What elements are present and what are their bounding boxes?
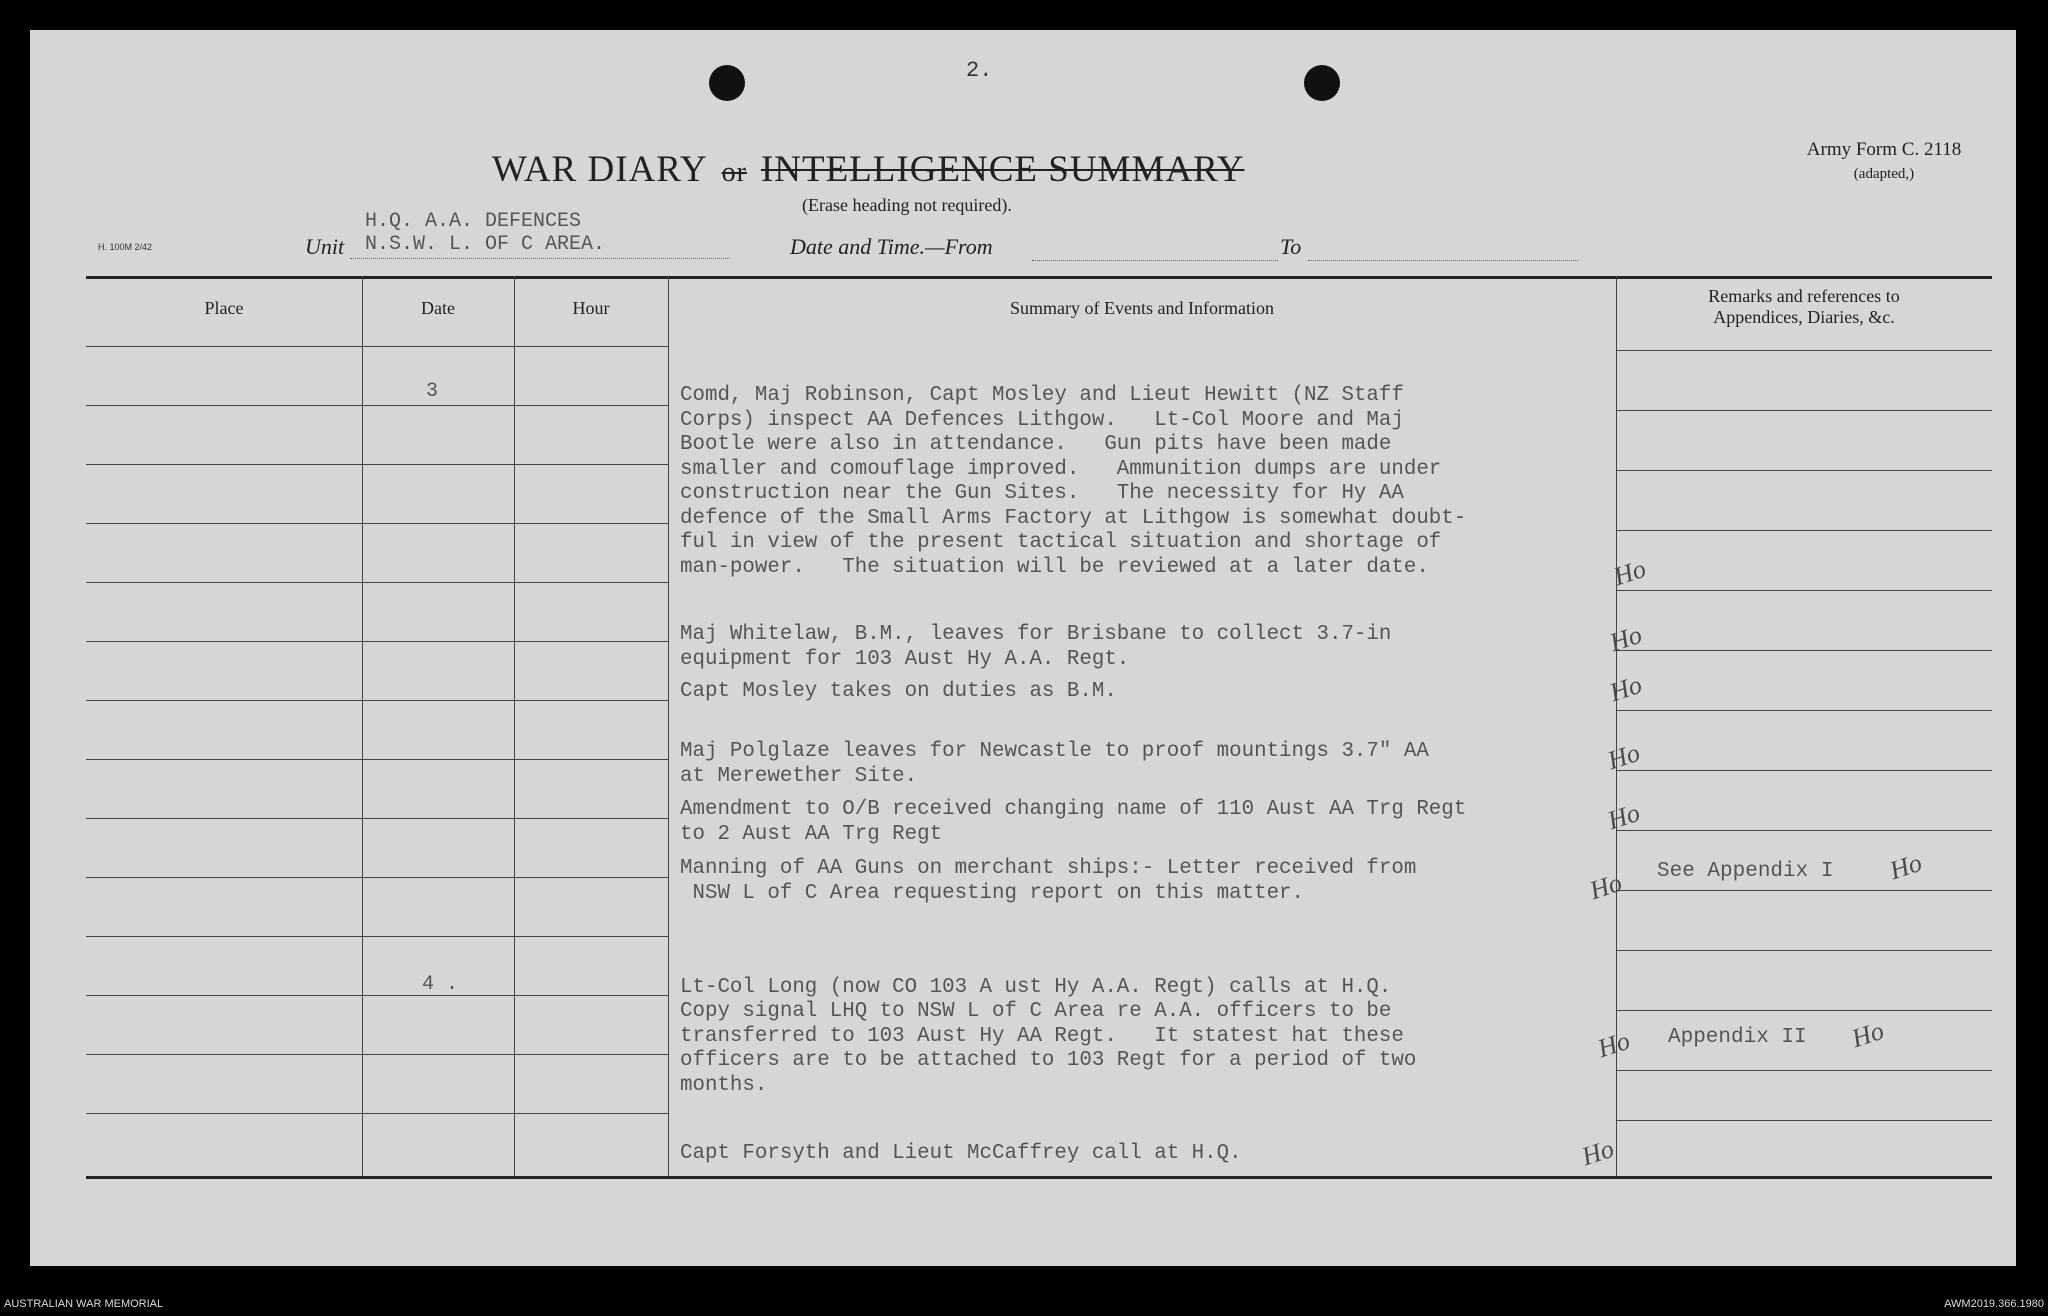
to-label: To: [1280, 234, 1302, 259]
table-top-rule: [86, 276, 1992, 279]
row-rule: [514, 582, 668, 583]
row-rule: [362, 818, 514, 819]
row-rule: [362, 346, 514, 347]
row-rule: [514, 818, 668, 819]
row-rule: [362, 877, 514, 878]
row-rule: [1616, 1010, 1992, 1011]
initials-mark: Ho: [1848, 1015, 1888, 1054]
row-rule: [1616, 1070, 1992, 1071]
punch-hole: [1304, 65, 1340, 101]
row-rule: [86, 405, 362, 406]
row-rule: [362, 700, 514, 701]
header-summary: Summary of Events and Information: [1010, 298, 1274, 318]
row-rule: [514, 877, 668, 878]
row-rule: [86, 582, 362, 583]
unit-label: Unit: [305, 234, 345, 259]
row-rule: [514, 641, 668, 642]
row-rule: [514, 405, 668, 406]
column-divider: [362, 276, 363, 1176]
footer-source: AUSTRALIAN WAR MEMORIAL: [4, 1298, 164, 1310]
row-rule: [362, 405, 514, 406]
header-remarks: [1616, 286, 1992, 328]
row-rule: [86, 995, 362, 996]
page-number: 2.: [966, 58, 993, 83]
row-rule: [1616, 530, 1992, 531]
row-rule: [514, 523, 668, 524]
row-rule: [514, 759, 668, 760]
row-rule: [86, 464, 362, 465]
remark-appendix-1: See Appendix I: [1657, 860, 1834, 883]
row-rule: [86, 346, 362, 347]
form-code: H. 100M 2/42: [98, 242, 153, 252]
initials-mark: Ho: [1886, 847, 1926, 886]
row-rule: [86, 1113, 362, 1114]
unit-line-2: N.S.W. L. OF C AREA.: [365, 233, 606, 256]
header-date: Date: [421, 298, 455, 318]
diary-entry: Lt-Col Long (now CO 103 A ust Hy A.A. Regt) calls at H.Q.: [680, 976, 1392, 999]
diary-entry: Capt Forsyth and Lieut McCaffrey call at H.Q.: [680, 1142, 1242, 1165]
initials-mark: Ho: [1604, 737, 1644, 776]
date-cell: 4 .: [422, 973, 459, 996]
row-rule: [1616, 890, 1992, 891]
row-rule: [1616, 410, 1992, 411]
column-divider: [668, 276, 669, 1176]
row-rule: [86, 523, 362, 524]
footer-id: AWM2019.366.1980: [1944, 1298, 2044, 1310]
unit-underline: [350, 258, 730, 259]
row-rule: [362, 523, 514, 524]
header-remarks-line-2: Appendices, Diaries, &c.: [1713, 307, 1895, 327]
row-rule: [362, 1054, 514, 1055]
row-rule: [1616, 830, 1992, 831]
row-rule: [362, 759, 514, 760]
date-cell: 3: [426, 380, 439, 403]
row-rule: [362, 582, 514, 583]
title-intelligence-summary: INTELLIGENCE SUMMARY: [760, 149, 1245, 190]
row-rule: [86, 936, 362, 937]
row-rule: [86, 700, 362, 701]
row-rule: [362, 464, 514, 465]
row-rule: [514, 936, 668, 937]
row-rule: [86, 877, 362, 878]
row-rule: [86, 818, 362, 819]
diary-entry: Copy signal LHQ to NSW L of C Area re A.A. officers to be transferred to 103 Aust Hy AA Regt. It statest hat these officers are to be attached to 103 Regt for a period of two months.: [680, 1000, 1417, 1097]
row-rule: [1616, 710, 1992, 711]
row-rule: [86, 1054, 362, 1055]
row-rule: [514, 995, 668, 996]
column-divider: [514, 276, 515, 1176]
army-form-number: Army Form C. 2118: [1806, 139, 1962, 160]
row-rule: [362, 936, 514, 937]
row-rule: [362, 995, 514, 996]
diary-page: [30, 30, 2016, 1266]
header-place: Place: [204, 298, 244, 318]
initials-mark: Ho: [1606, 669, 1646, 708]
remark-appendix-2: Appendix II: [1668, 1026, 1807, 1049]
initials-mark: Ho: [1606, 619, 1646, 658]
row-rule: [1616, 350, 1992, 351]
row-rule: [514, 346, 668, 347]
row-rule: [514, 1113, 668, 1114]
army-form-label: [1774, 138, 1994, 186]
army-form-sub: (adapted,): [1853, 166, 1915, 182]
row-rule: [86, 759, 362, 760]
initials-mark: Ho: [1610, 553, 1650, 592]
row-rule: [514, 1054, 668, 1055]
date-time-label: Date and Time.—From: [790, 234, 993, 259]
row-rule: [1616, 950, 1992, 951]
punch-hole: [709, 65, 745, 101]
diary-entry: Capt Mosley takes on duties as B.M.: [680, 680, 1117, 703]
diary-entry: Comd, Maj Robinson, Capt Mosley and Lieut Hewitt (NZ Staff Corps) inspect AA Defences Lithgow. Lt-Col Moore and Maj Bootle were also in attendance. Gun pits have been made smaller and comouflage improved. Ammunition dumps are under construction near the Gun Sites. The necessity for Hy AA defence of the Small Arms Factory at Lithgow is somewhat doubt- ful in view of the present tactical situation and shortage of man-power. The situation will be reviewed at a later date.: [680, 384, 1467, 579]
date-from-line: [1032, 260, 1278, 261]
title-war-diary: WAR DIARY: [492, 149, 708, 190]
diary-entry: Maj Polglaze leaves for Newcastle to proof mountings 3.7" AA at Merewether Site.: [680, 740, 1429, 788]
row-rule: [514, 464, 668, 465]
row-rule: [362, 641, 514, 642]
diary-entry: Maj Whitelaw, B.M., leaves for Brisbane to collect 3.7-in equipment for 103 Aust Hy A.A. Regt.: [680, 623, 1392, 671]
row-rule: [362, 1113, 514, 1114]
row-rule: [1616, 1120, 1992, 1121]
row-rule: [86, 641, 362, 642]
header-remarks-line-1: Remarks and references to: [1708, 286, 1900, 306]
row-rule: [1616, 590, 1992, 591]
row-rule: [514, 700, 668, 701]
row-rule: [1616, 470, 1992, 471]
initials-mark: Ho: [1594, 1025, 1634, 1064]
row-rule: [1616, 770, 1992, 771]
row-rule: [1616, 650, 1992, 651]
initials-mark: Ho: [1604, 797, 1644, 836]
header-hour: Hour: [572, 298, 610, 318]
initials-mark: Ho: [1578, 1133, 1618, 1172]
diary-entry: Manning of AA Guns on merchant ships:- Letter received from NSW L of C Area requesting report on this matter.: [680, 857, 1417, 905]
table-bottom-rule: [86, 1176, 1992, 1179]
initials-mark: Ho: [1586, 867, 1626, 906]
erase-note: (Erase heading not required).: [802, 195, 1012, 215]
diary-entry: Amendment to O/B received changing name of 110 Aust AA Trg Regt to 2 Aust AA Trg Regt: [680, 798, 1467, 846]
title-or: or: [721, 157, 747, 188]
date-to-line: [1308, 260, 1578, 261]
unit-line-1: H.Q. A.A. DEFENCES: [365, 210, 582, 233]
